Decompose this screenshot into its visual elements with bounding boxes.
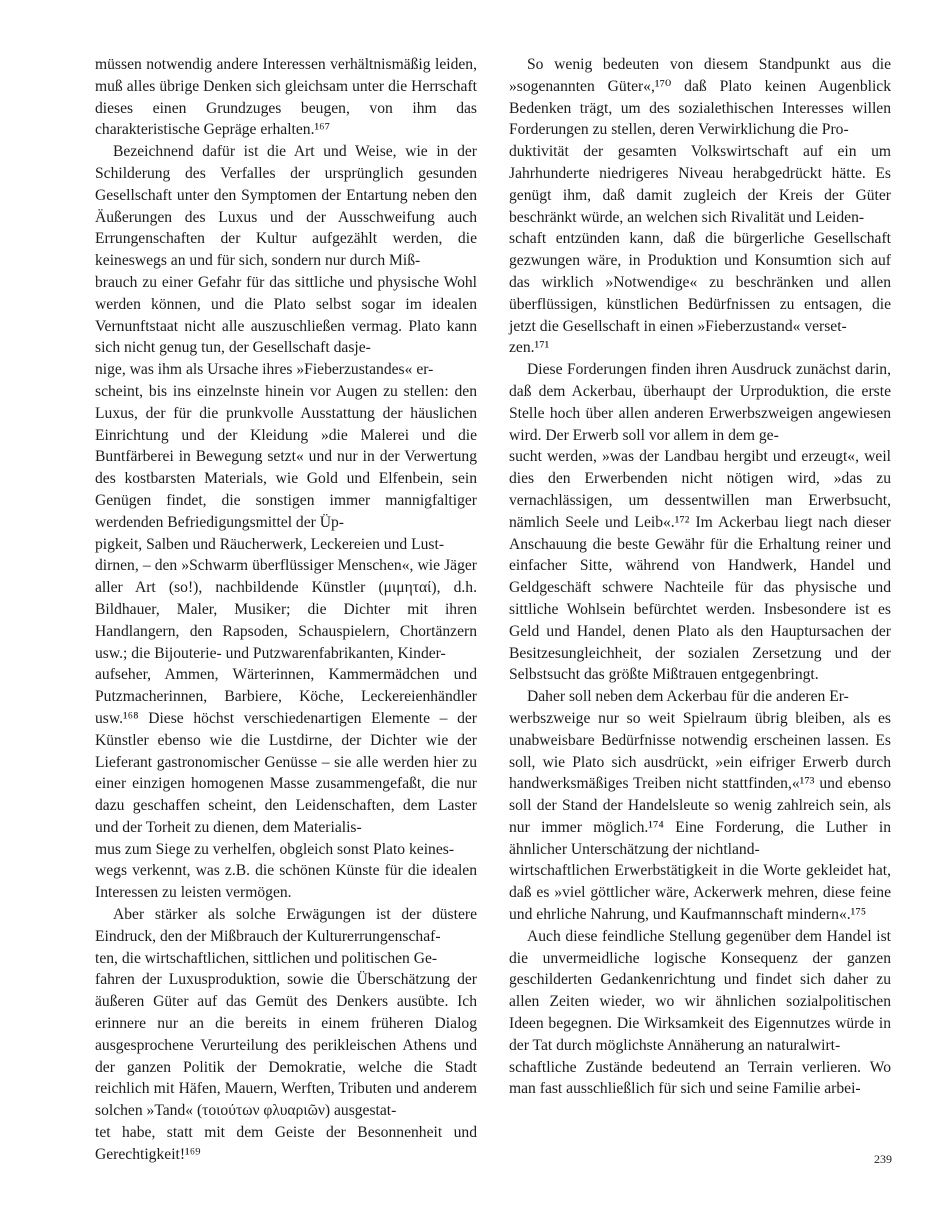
page-number: 239 xyxy=(874,1152,892,1166)
paragraph: So wenig bedeuten von diesem Standpunkt aus die »sogenannten Güter«,¹⁷⁰ daß Plato keinen Augenblick Bedenken trägt, um des sozialethischen Interesses willen Forderungen zu stellen, deren Verwirklichung die Pro- duktivität der gesamten Volkswirtschaft auf ein um Jahrhunderte niedrigeres Niveau herabgedrückt hätte. Es genügt ihm, daß damit zugleich der Kreis der Güter beschränkt würde, an welchen sich Rivalität und Leiden- schaft entzünden kann, daß die bürgerliche Gesellschaft gezwungen wäre, in Produktion und Konsumtion sich auf das wirklich »Notwendige« zu beschränken und allen überflüssigen, künstlichen Bedürfnissen zu entsagen, die jetzt die Gesellschaft in einen »Fieberzustand« verset- zen.¹⁷¹ xyxy=(509,56,891,357)
paragraph: Diese Forderungen finden ihren Ausdruck zunächst darin, daß dem Ackerbau, überhaupt der Urproduktion, die erste Stelle hoch über allen anderen Erwerbszweigen angewiesen wird. Der Erwerb soll vor allem in dem ge- sucht werden, »was der Landbau hergibt und erzeugt«, weil dies den Erwerbenden nicht nötigen wird, »das zu vernachlässigen, um dessentwillen man Erwerbsucht, nämlich Seele und Leib«.¹⁷² Im Ackerbau liegt nach dieser Anschauung die beste Gewähr für die Erhaltung reiner und einfacher Sitte, während von Handwerk, Handel und Geldgeschäft schwere Nachteile für das physische und sittliche Wohlsein befürchtet werden. Insbesondere ist es Geld und Handel, denen Plato als den Hauptursachen der Besitzesungleichheit, der sozialen Zersetzung und der Selbstsucht das größte Mißtrauen entgegenbringt. xyxy=(509,361,891,684)
left-column xyxy=(95,54,477,1166)
right-column xyxy=(509,54,891,1100)
paragraph: Bezeichnend dafür ist die Art und Weise, wie in der Schilderung des Verfalles der ursprünglich gesunden Gesellschaft unter den Symptomen der Entartung neben den Äußerungen des Luxus und der Ausschweifung auch Errungenschaften der Kultur aufgezählt werden, die keineswegs an und für sich, sondern nur durch Miß- brauch zu einer Gefahr für das sittliche und physische Wohl werden können, und die Plato selbst sogar im idealen Vernunftstaat nicht alle auszuschließen vermag. Plato kann sich nicht genug tun, der Gesellschaft dasje- nige, was ihm als Ursache ihres »Fieberzustandes« er- scheint, bis ins einzelnste hinein vor Augen zu stellen: den Luxus, der für die prunkvolle Ausstattung der häuslichen Einrichtung und der Kleidung »die Malerei und die Buntfärberei in Bewegung setzt« und nur in der Verwertung des kostbarsten Materials, wie Gold und Elfenbein, sein Genügen findet, die sonstigen immer mannigfaltiger werdenden Befriedigungsmittel der Üp- pigkeit, Salben und Räucherwerk, Leckereien und Lust- dirnen, – den »Schwarm überflüssiger Menschen«, wie Jäger aller Art (so!), nachbildende Künstler (μιμηταί), d.h. Bildhauer, Maler, Musiker; die Dichter mit ihren Handlangern, den Rapsoden, Schauspielern, Chortänzern usw.; die Bijouterie- und Putzwarenfabrikanten, Kinder- aufseher, Ammen, Wärterinnen, Kammermädchen und Putzmacherinnen, Barbiere, Köche, Leckereienhändler usw.¹⁶⁸ Diese höchst verschiedenartigen Elemente – der Künstler ebenso wie die Lustdirne, der Dichter wie der Lieferant gastronomischer Genüsse – sie alle werden hier zu einer einzigen homogenen Masse zusammengefaßt, die nur dazu geschaffen scheint, den Leidenschaften, dem Laster und der Torheit zu dienen, dem Materialis- mus zum Siege zu verhelfen, obgleich sonst Plato keines- wegs verkennt, was z.B. die schönen Künste für die idealen Interessen zu leisten vermögen. xyxy=(95,143,477,902)
paragraph: Auch diese feindliche Stellung gegenüber dem Handel ist die unvermeidliche logische Konsequenz der ganzen geschilderten Gedankenrichtung und findet sich daher zu allen Zeiten wieder, wo wir ähnlichen sozialpolitischen Ideen begegnen. Die Wirksamkeit des Eigennutzes würde in der Tat durch möglichste Annäherung an naturalwirt- schaftliche Zustände bedeutend an Terrain verlieren. Wo man fast ausschließlich für sich und seine Familie arbei- xyxy=(509,927,891,1098)
paragraph: müssen notwendig andere Interessen verhältnismäßig leiden, muß alles übrige Denken sich gleichsam unter die Herrschaft dieses einen Grundzuges beugen, von ihm das charakteristische Gepräge erhalten.¹⁶⁷ xyxy=(95,56,477,139)
paragraph: Aber stärker als solche Erwägungen ist der düstere Eindruck, den der Mißbrauch der Kulturerrungenschaf- ten, die wirtschaftlichen, sittlichen und politischen Ge- fahren der Luxusproduktion, sowie die Überschätzung der äußeren Güter auf das Gemüt des Denkers ausübte. Ich erinnere nur an die bereits in einem früheren Dialog ausgesprochene Verurteilung des perikleischen Athens und der ganzen Politik der Demokratie, welche die Stadt reichlich mit Häfen, Mauern, Werften, Tributen und anderem solchen »Tand« (τοιούτων φλυαριῶν) ausgestat- tet habe, statt mit dem Geiste der Besonnenheit und Gerechtigkeit!¹⁶⁹ xyxy=(95,906,477,1163)
paragraph: Daher soll neben dem Ackerbau für die anderen Er- werbszweige nur so weit Spielraum übrig bleiben, als es unabweisbare Bedürfnisse notwendig erscheinen lassen. Es soll, wie Plato sich ausdrückt, »ein eifriger Erwerb durch handwerksmäßiges Treiben nicht stattfinden,«¹⁷³ und ebenso soll der Stand der Handelsleute so wenig zahlreich sein, als nur immer möglich.¹⁷⁴ Eine Forderung, die Luther in ähnlicher Unterschätzung der nichtland- wirtschaftlichen Erwerbstätigkeit in die Worte gekleidet hat, daß es »viel göttlicher wäre, Ackerwerk mehren, diese feine und ehrliche Nahrung, und Kaufmannschaft mindern«.¹⁷⁵ xyxy=(509,688,891,924)
